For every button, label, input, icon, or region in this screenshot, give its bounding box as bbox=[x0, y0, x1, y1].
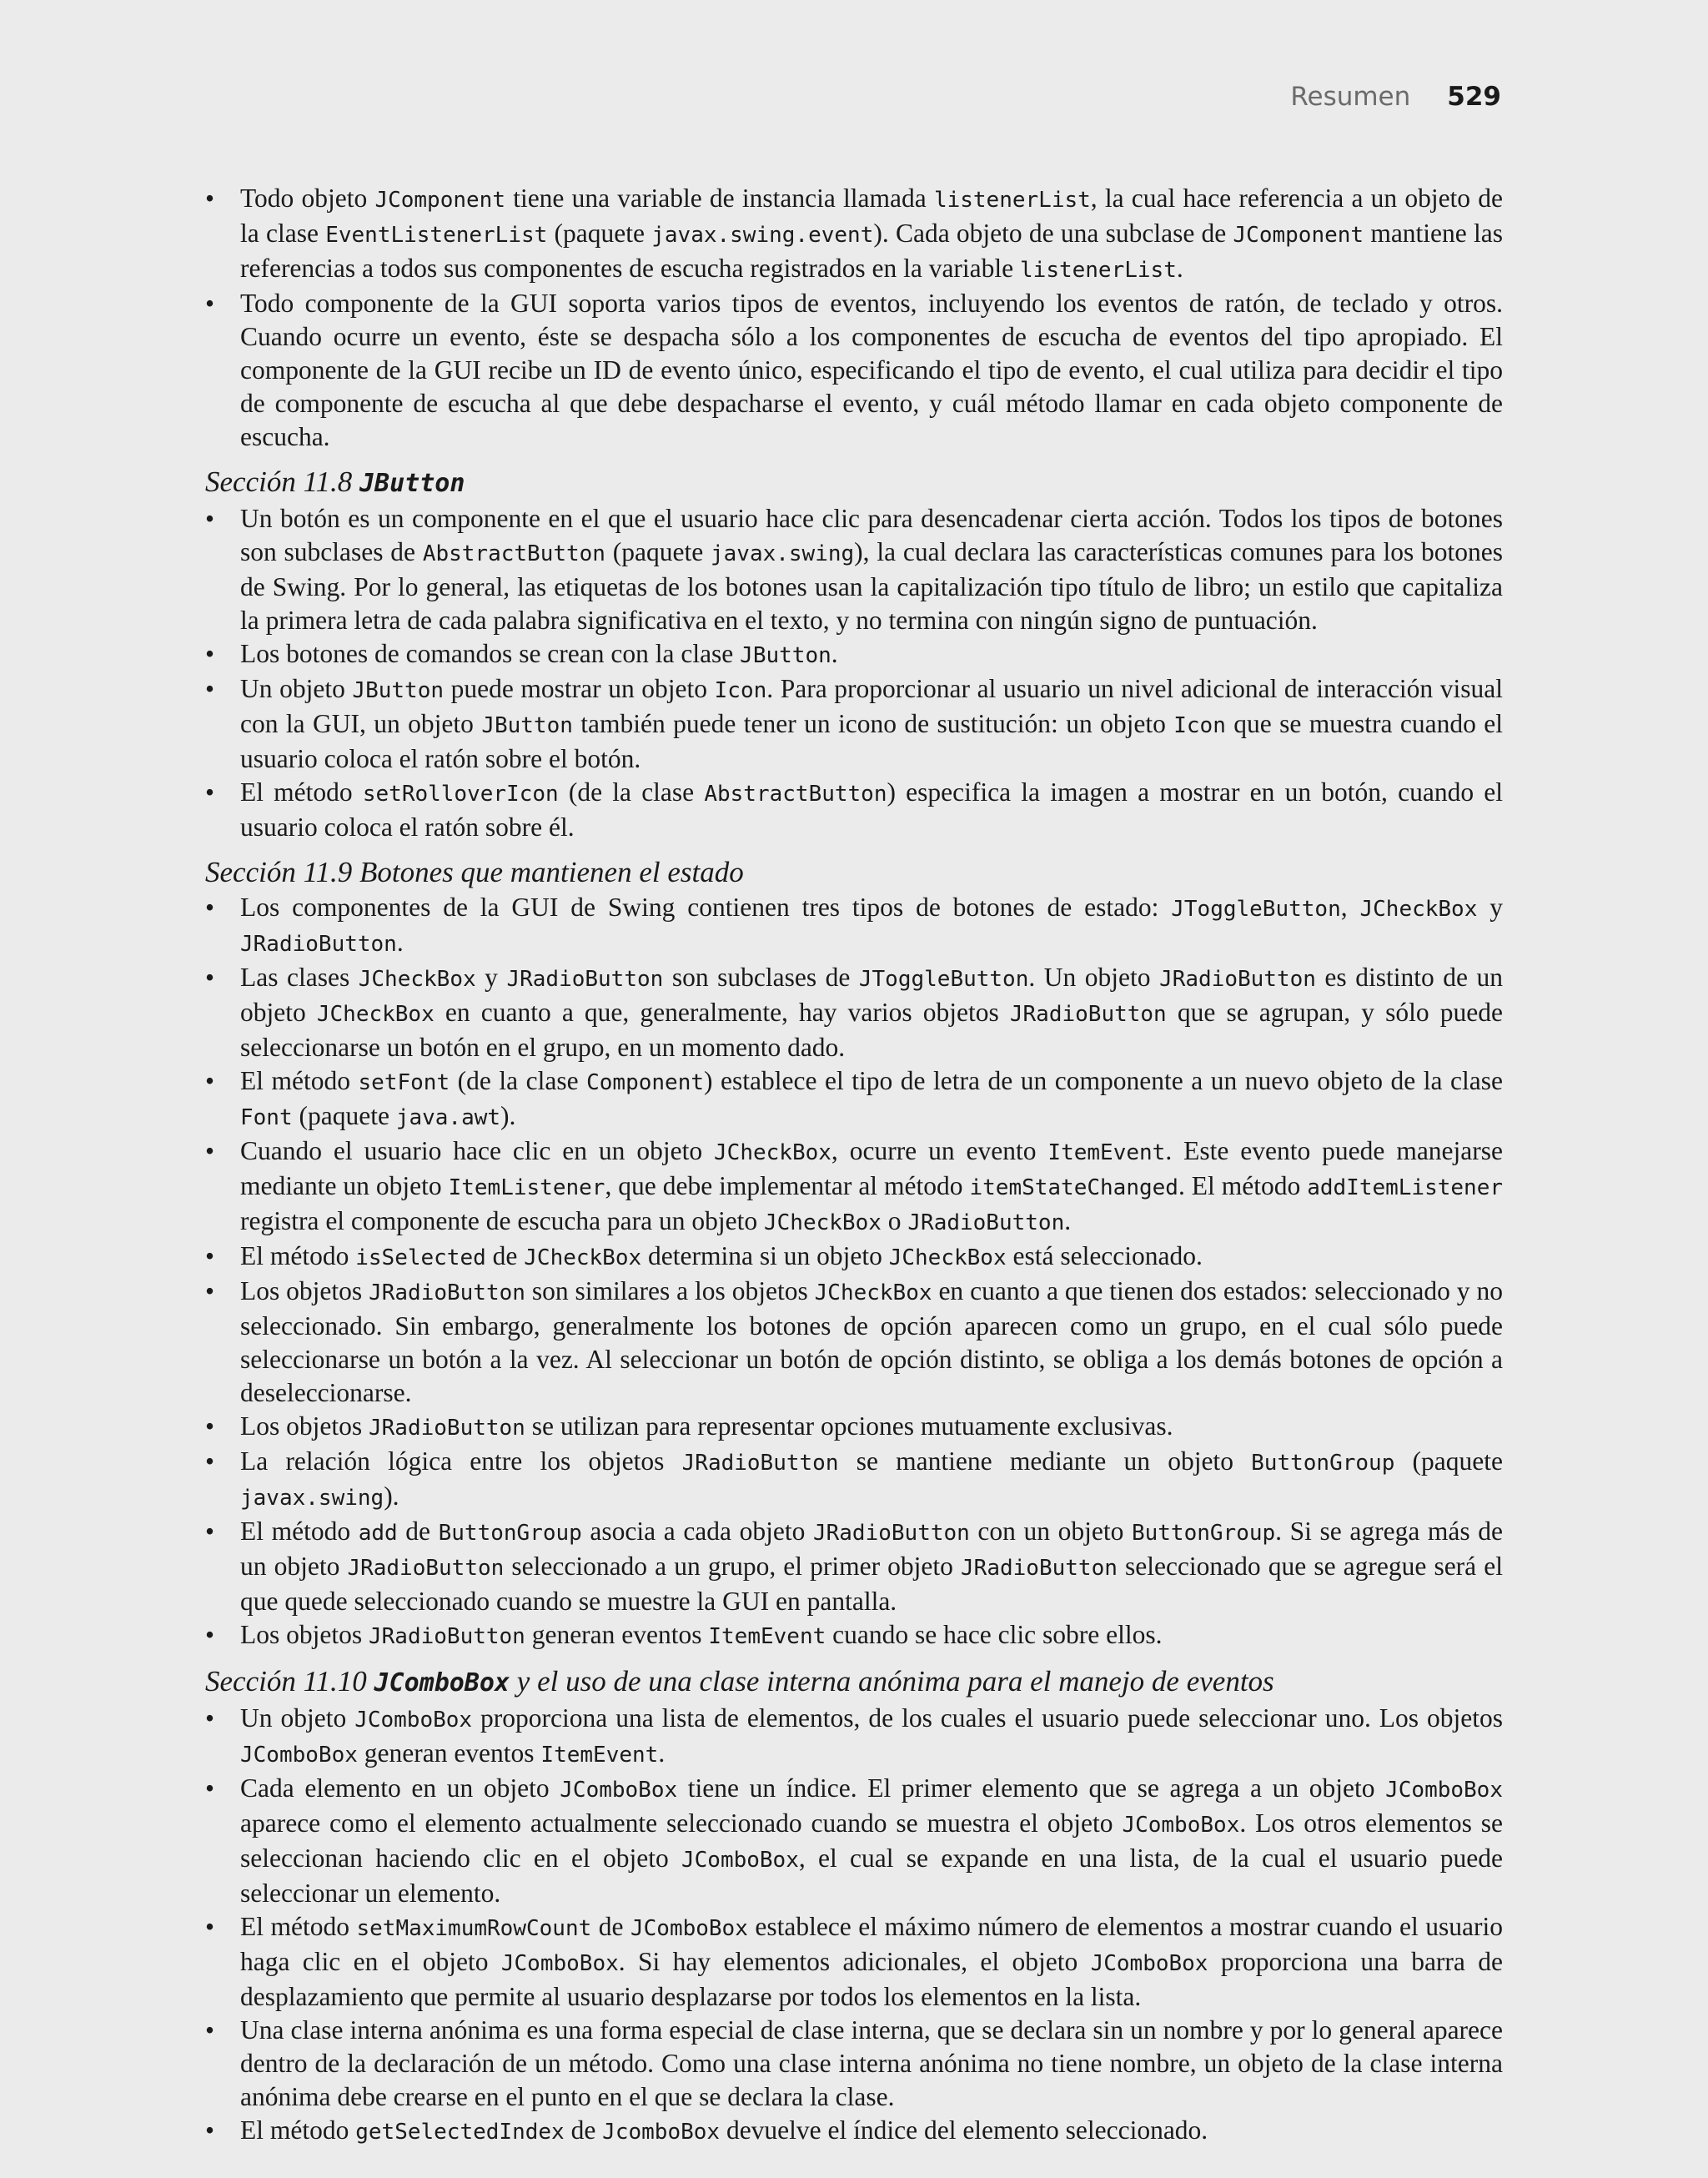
code-term: Icon bbox=[714, 678, 767, 703]
code-term: JComboBox bbox=[500, 1951, 619, 1976]
code-term: JCheckBox bbox=[888, 1245, 1007, 1270]
code-term: javax.swing bbox=[240, 1486, 384, 1511]
list-item: • El método isSelected de JCheckBox determina si un objeto JCheckBox está seleccionado. bbox=[205, 1240, 1503, 1275]
list-item: • El método setFont (de la clase Component) establece el tipo de letra de un componente a un nuevo objeto de la clase Font (paquete java.awt). bbox=[205, 1064, 1503, 1134]
code-term: ItemEvent bbox=[1047, 1140, 1166, 1165]
code-term: JCheckBox bbox=[358, 967, 476, 992]
code-term: ItemListener bbox=[448, 1175, 605, 1200]
code-term: JRadioButton bbox=[369, 1280, 525, 1305]
code-term: Icon bbox=[1173, 713, 1226, 738]
list-item: • Las clases JCheckBox y JRadioButton son subclases de JToggleButton. Un objeto JRadioButton es distinto de un objeto JCheckBox en cuanto a que, generalmente, hay varios objetos JRadioButton que se agrupan, y sólo puede seleccionarse un botón en el grupo, en un momento dado. bbox=[205, 961, 1503, 1064]
code-term: JRadioButton bbox=[240, 932, 397, 957]
code-term: JComponent bbox=[1233, 223, 1364, 248]
code-term: java.awt bbox=[395, 1105, 501, 1130]
code-term: Font bbox=[240, 1105, 293, 1130]
bullet-list bbox=[205, 502, 1503, 844]
code-term: JButton bbox=[352, 678, 444, 703]
code-term: listenerList bbox=[933, 188, 1091, 213]
list-item: • Un botón es un componente en el que el usuario hace clic para desencadenar cierta acción. Todos los tipos de botones son subclases de AbstractButton (paquete javax.swing), la cual declara las características comunes para los botones de Swing. Por lo general, las etiquetas de los botones usan la capitalización tipo título de libro; un estilo que capitaliza la primera letra de cada palabra significativa en el texto, y no termina con ningún signo de puntuación. bbox=[205, 502, 1503, 637]
code-term: JRadioButton bbox=[907, 1210, 1065, 1235]
code-term: setFont bbox=[358, 1070, 450, 1095]
code-term: JComponent bbox=[374, 188, 505, 213]
code-term: JComboBox bbox=[374, 1668, 510, 1698]
code-term: JRadioButton bbox=[506, 967, 664, 992]
code-term: JRadioButton bbox=[369, 1416, 525, 1441]
sections bbox=[205, 464, 1503, 2149]
page-number: 529 bbox=[1447, 82, 1501, 112]
code-term: JToggleButton bbox=[858, 967, 1029, 992]
code-term: setMaximumRowCount bbox=[356, 1916, 592, 1941]
code-term: JComboBox bbox=[1122, 1813, 1240, 1838]
list-item: • Cada elemento en un objeto JComboBox tiene un índice. El primer elemento que se agrega a un objeto JComboBox aparece como el elemento actualmente seleccionado cuando se muestra el objeto JComboBox. Los otros elementos se seleccionan haciendo clic en el objeto JComboBox, el cual se expande en una lista, de la cual el usuario puede seleccionar un elemento. bbox=[205, 1772, 1503, 1910]
code-term: getSelectedIndex bbox=[355, 2120, 565, 2145]
list-item: • El método setMaximumRowCount de JComboBox establece el máximo número de elementos a mostrar cuando el usuario haga clic en el objeto JComboBox. Si hay elementos adicionales, el objeto JComboBox proporciona una barra de desplazamiento que permite al usuario desplazarse por todos los elementos en la lista. bbox=[205, 1910, 1503, 2014]
code-term: JCheckBox bbox=[524, 1245, 642, 1270]
code-term: JRadioButton bbox=[681, 1451, 839, 1476]
code-term: javax.swing.event bbox=[651, 223, 874, 248]
section bbox=[205, 1663, 1503, 2149]
code-term: EventListenerList bbox=[325, 223, 548, 248]
code-term: JButton bbox=[481, 713, 573, 738]
code-term: AbstractButton bbox=[704, 782, 887, 807]
code-term: ButtonGroup bbox=[1251, 1451, 1395, 1476]
list-item: • El método setRolloverIcon (de la clase AbstractButton) especifica la imagen a mostrar en un botón, cuando el usuario coloca el ratón sobre él. bbox=[205, 776, 1503, 844]
code-term: itemStateChanged bbox=[969, 1175, 1178, 1200]
section bbox=[205, 854, 1503, 1653]
code-term: JRadioButton bbox=[961, 1556, 1118, 1581]
list-item: • Todo objeto JComponent tiene una variable de instancia llamada listenerList, la cual hace referencia a un objeto de la clase EventListenerList (paquete javax.swing.event). Cada objeto de una subclase de JComponent mantiene las referencias a todos sus componentes de escucha registrados en la variable listenerList. bbox=[205, 182, 1503, 287]
code-term: JCheckBox bbox=[814, 1280, 932, 1305]
code-term: JComboBox bbox=[560, 1778, 678, 1803]
code-term: setRolloverIcon bbox=[362, 782, 559, 807]
list-item: • Un objeto JButton puede mostrar un objeto Icon. Para proporcionar al usuario un nivel adicional de interacción visual con la GUI, un objeto JButton también puede tener un icono de sustitución: un objeto Icon que se muestra cuando el usuario coloca el ratón sobre el botón. bbox=[205, 672, 1503, 776]
code-term: JcomboBox bbox=[602, 2120, 721, 2145]
code-term: listenerList bbox=[1020, 258, 1177, 283]
code-term: JComboBox bbox=[630, 1916, 748, 1941]
code-term: JCheckBox bbox=[714, 1140, 831, 1165]
intro-list bbox=[205, 182, 1503, 454]
bullet-list bbox=[205, 891, 1503, 1653]
bullet-list bbox=[205, 1702, 1503, 2149]
section-heading: Sección 11.8 JButton bbox=[205, 465, 465, 498]
code-term: ButtonGroup bbox=[438, 1521, 582, 1546]
section bbox=[205, 464, 1503, 844]
code-term: Component bbox=[586, 1070, 705, 1095]
code-term: JComboBox bbox=[1385, 1778, 1503, 1803]
code-term: JButton bbox=[359, 469, 465, 498]
list-item: • Los objetos JRadioButton son similares a los objetos JCheckBox en cuanto a que tienen dos estados: seleccionado y no seleccionado. Sin embargo, generalmente los botones de opción aparecen como un grupo, en el cual sólo puede seleccionarse un botón a la vez. Al seleccionar un botón de opción distinto, se obliga a los demás botones de opción a deseleccionarse. bbox=[205, 1275, 1503, 1410]
code-term: JComboBox bbox=[1090, 1951, 1208, 1976]
list-item: • Un objeto JComboBox proporciona una lista de elementos, de los cuales el usuario puede seleccionar uno. Los objetos JComboBox generan eventos ItemEvent. bbox=[205, 1702, 1503, 1772]
code-term: JCheckBox bbox=[1359, 897, 1478, 922]
code-term: isSelected bbox=[355, 1245, 486, 1270]
code-term: JRadioButton bbox=[1159, 967, 1316, 992]
code-term: JButton bbox=[740, 643, 831, 668]
list-item: • Los objetos JRadioButton generan eventos ItemEvent cuando se hace clic sobre ellos. bbox=[205, 1618, 1503, 1653]
code-term: JCheckBox bbox=[764, 1210, 882, 1235]
code-term: JToggleButton bbox=[1171, 897, 1341, 922]
list-item: • Los objetos JRadioButton se utilizan para representar opciones mutuamente exclusivas. bbox=[205, 1410, 1503, 1445]
list-item: • El método add de ButtonGroup asocia a cada objeto JRadioButton con un objeto ButtonGroup. Si se agrega más de un objeto JRadioButton seleccionado a un grupo, el primer objeto JRadioButton seleccionado que se agregue será el que quede seleccionado cuando se muestre la GUI en pantalla. bbox=[205, 1515, 1503, 1618]
list-item: • Todo componente de la GUI soporta varios tipos de eventos, incluyendo los eventos de ratón, de teclado y otros. Cuando ocurre un evento, éste se despacha sólo a los componentes de escucha de eventos del tipo apropiado. El componente de la GUI recibe un ID de evento único, especificando el tipo de evento, el cual utiliza para decidir el tipo de componente de escucha al que debe despacharse el evento, y cuál método llamar en cada objeto componente de escucha. bbox=[205, 287, 1503, 454]
code-term: JComboBox bbox=[240, 1743, 358, 1768]
code-term: JRadioButton bbox=[812, 1521, 970, 1546]
code-term: add bbox=[358, 1521, 398, 1546]
code-term: JComboBox bbox=[354, 1708, 473, 1733]
list-item: • Cuando el usuario hace clic en un objeto JCheckBox, ocurre un evento ItemEvent. Este evento puede manejarse mediante un objeto ItemListener, que debe implementar al método itemStateChanged. El método addItemListener registra el componente de escucha para un objeto JCheckBox o JRadioButton. bbox=[205, 1134, 1503, 1240]
code-term: ItemEvent bbox=[540, 1743, 659, 1768]
code-term: addItemListener bbox=[1307, 1175, 1504, 1200]
code-term: javax.swing bbox=[710, 541, 855, 566]
code-term: JRadioButton bbox=[347, 1556, 505, 1581]
code-term: JCheckBox bbox=[316, 1002, 435, 1027]
code-term: JRadioButton bbox=[1009, 1002, 1167, 1027]
list-item: • Los botones de comandos se crean con la clase JButton. bbox=[205, 637, 1503, 672]
code-term: ItemEvent bbox=[708, 1624, 826, 1649]
list-item: • Una clase interna anónima es una forma especial de clase interna, que se declara sin un nombre y por lo general aparece dentro de la declaración de un método. Como una clase interna anónima no tiene nombre, un objeto de la clase interna anónima debe crearse en el punto en el que se declara la clase. bbox=[205, 2014, 1503, 2114]
list-item: • La relación lógica entre los objetos JRadioButton se mantiene mediante un objeto ButtonGroup (paquete javax.swing). bbox=[205, 1445, 1503, 1515]
page-content bbox=[205, 182, 1503, 2149]
list-item: • El método getSelectedIndex de JcomboBox devuelve el índice del elemento seleccionado. bbox=[205, 2114, 1503, 2149]
running-head-title: Resumen bbox=[1290, 82, 1411, 112]
code-term: JComboBox bbox=[681, 1848, 799, 1873]
list-item: • Los componentes de la GUI de Swing contienen tres tipos de botones de estado: JToggleButton, JCheckBox y JRadioButton. bbox=[205, 891, 1503, 961]
code-term: JRadioButton bbox=[369, 1624, 525, 1649]
code-term: AbstractButton bbox=[422, 541, 605, 566]
code-term: ButtonGroup bbox=[1131, 1521, 1276, 1546]
section-heading: Sección 11.9 Botones que mantienen el estado bbox=[205, 856, 744, 888]
section-heading: Sección 11.10 JComboBox y el uso de una clase interna anónima para el manejo de eventos bbox=[205, 1665, 1274, 1698]
running-head bbox=[1290, 82, 1501, 112]
